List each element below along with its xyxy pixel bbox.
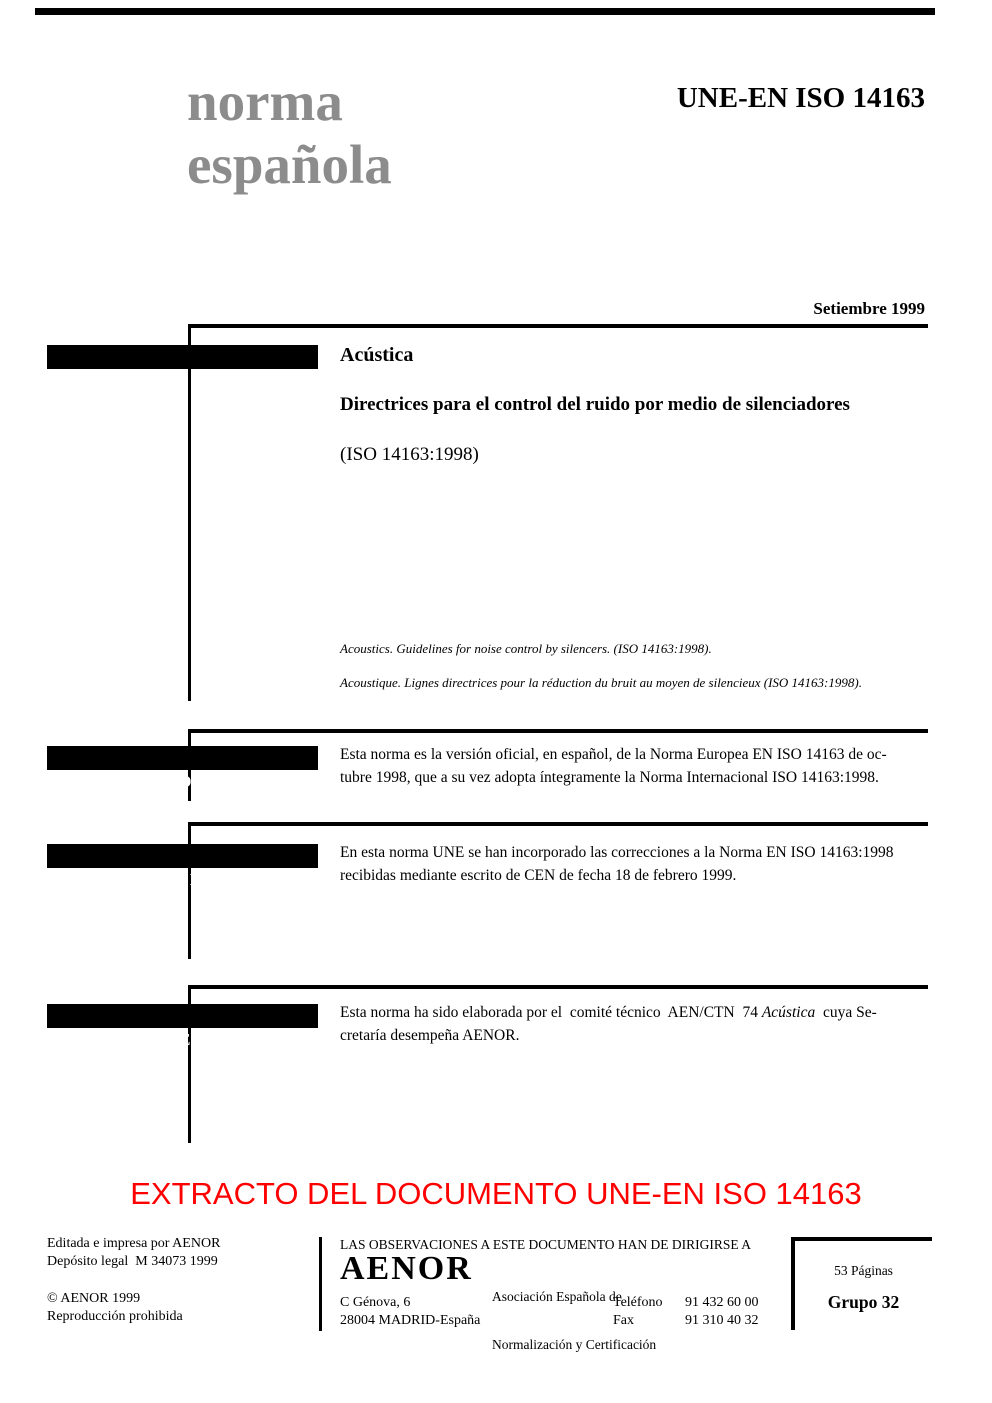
publisher-line: Editada e impresa por AENOR (47, 1236, 221, 1251)
norma-espanola-logo (187, 70, 392, 196)
correspondencia-text (340, 743, 887, 789)
observaciones-label: OBSERVACIONES (90, 870, 248, 889)
antecedentes-text (340, 1001, 877, 1047)
iso-reference: (ISO 14163:1998) (340, 444, 479, 465)
antecedentes-label: ANTECEDENTES (89, 1030, 240, 1049)
observations-notice: LAS OBSERVACIONES A ESTE DOCUMENTO HAN DE DIRIGIRSE A (340, 1237, 751, 1252)
text-segment: cuya Se- (815, 1004, 877, 1021)
text-line: Esta norma es la versión oficial, en español, de la Norma Europea EN ISO 14163 de oc- (340, 746, 887, 763)
correspondencia-top-rule (190, 729, 928, 733)
issue-date: Setiembre 1999 (813, 299, 925, 318)
titulo-label-bar (47, 345, 318, 390)
copyright-line: © AENOR 1999 (47, 1291, 141, 1306)
text-line (340, 1001, 877, 1024)
text-line: En esta norma UNE se han incorporado las correcciones a la Norma EN ISO 14163:1998 (340, 844, 894, 861)
subject-title: Acústica (340, 344, 414, 366)
address-line-2: 28004 MADRID-España (340, 1313, 481, 1328)
fax-label: Fax (613, 1313, 634, 1328)
main-title: Directrices para el control del ruido por medio de silenciadores (340, 394, 850, 415)
antecedentes-label-bar (47, 1004, 318, 1049)
logo-line-2: española (187, 134, 392, 195)
extract-banner: EXTRACTO DEL DOCUMENTO UNE-EN ISO 14163 (130, 1176, 862, 1211)
translation-english: Acoustics. Guidelines for noise control by silencers. (ISO 14163:1998). (340, 641, 712, 656)
translation-french: Acoustique. Lignes directrices pour la réduction du bruit au moyen de silencieux (ISO 14163:1998). (340, 675, 862, 690)
org-name-line-1: Asociación Española de (492, 1289, 622, 1304)
observaciones-text (340, 841, 894, 887)
deposit-line: Depósito legal M 34073 1999 (47, 1254, 218, 1269)
group-box (791, 1237, 932, 1330)
group-label: Grupo 32 (827, 1292, 900, 1312)
footer-copyright-block (47, 1290, 183, 1326)
reproduction-line: Reproducción prohibida (47, 1309, 183, 1324)
text-segment: Esta norma ha sido elaborada por el comité técnico AEN/CTN 74 (340, 1004, 762, 1021)
titulo-top-rule (190, 324, 928, 328)
text-segment-italic: Acústica (761, 1004, 816, 1021)
correspondencia-label: CORRESPONDENCIA (90, 772, 279, 791)
pages-count: 53 Páginas (834, 1263, 893, 1278)
text-line: tubre 1998, que a su vez adopta íntegramente la Norma Internacional ISO 14163:1998. (340, 769, 879, 786)
standard-number: UNE-EN ISO 14163 (676, 82, 925, 114)
titulo-vertical-rule (188, 324, 191, 701)
top-rule (35, 8, 935, 15)
observaciones-top-rule (190, 822, 928, 826)
antecedentes-top-rule (190, 985, 928, 989)
titulo-label: TÍTULO (89, 371, 162, 390)
address-line-1: C Génova, 6 (340, 1295, 411, 1310)
aenor-logo: AENOR (340, 1250, 473, 1287)
text-line: recibidas mediante escrito de CEN de fecha 18 de febrero 1999. (340, 867, 737, 884)
correspondencia-label-bar (47, 746, 318, 791)
logo-line-1: norma (187, 71, 343, 132)
footer-publisher-block (47, 1235, 220, 1271)
fax-value: 91 310 40 32 (685, 1313, 759, 1328)
org-name-line-2: Normalización y Certificación (492, 1337, 657, 1352)
text-line: cretaría desempeña AENOR. (340, 1027, 520, 1044)
phone-label: Teléfono (613, 1295, 663, 1310)
footer-divider (319, 1237, 322, 1331)
observaciones-label-bar (47, 844, 318, 889)
phone-value: 91 432 60 00 (685, 1295, 759, 1310)
